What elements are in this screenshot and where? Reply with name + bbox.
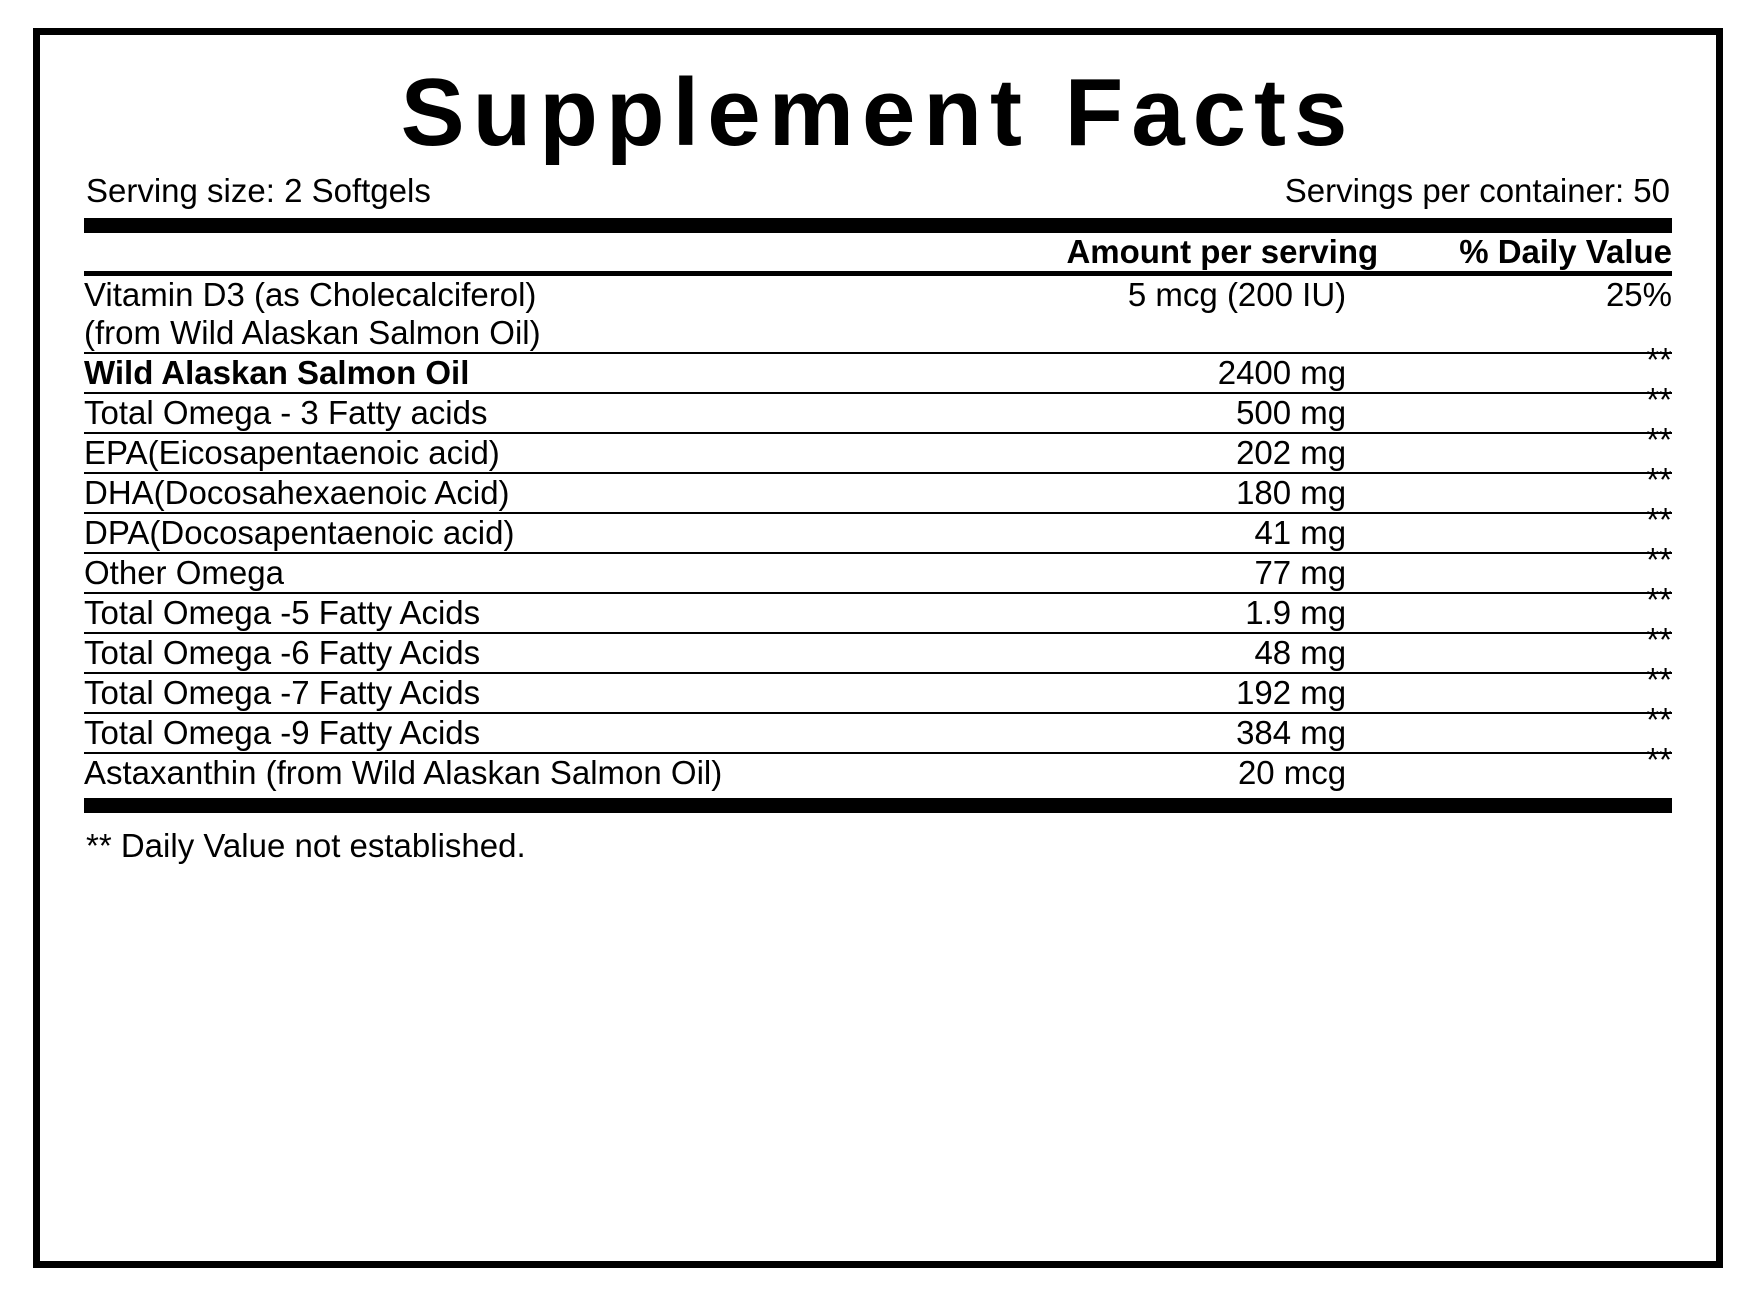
row-name-total-omega-5: Total Omega -5 Fatty Acids <box>84 593 973 633</box>
table-row <box>84 393 1672 433</box>
dv-stars: ** <box>1646 420 1672 458</box>
row-name-total-omega-6: Total Omega -6 Fatty Acids <box>84 633 973 673</box>
table-row <box>84 513 1672 553</box>
page-title: Supplement Facts <box>400 59 1356 166</box>
row-name-dha: DHA(Docosahexaenoic Acid) <box>84 473 973 513</box>
table-header-row <box>84 233 1672 271</box>
row-amount-total-omega-6: 48 mg <box>973 633 1386 673</box>
table-row <box>84 433 1672 473</box>
row-amount-astaxanthin: 20 mcg <box>973 753 1386 792</box>
row-dv-total-omega-7 <box>1386 660 1672 713</box>
table-row <box>84 633 1672 673</box>
row-name-vitamin-d3 <box>84 276 973 353</box>
dv-stars: ** <box>1646 660 1672 698</box>
table-row <box>84 473 1672 513</box>
dv-stars: ** <box>1646 700 1672 738</box>
row-amount-total-omega-5: 1.9 mg <box>973 593 1386 633</box>
row-name-total-omega-7: Total Omega -7 Fatty Acids <box>84 673 973 713</box>
row-name-total-omega-9: Total Omega -9 Fatty Acids <box>84 713 973 753</box>
table-row <box>84 593 1672 633</box>
row-amount-other-omega: 77 mg <box>973 553 1386 593</box>
row-amount-total-omega-7: 192 mg <box>973 673 1386 713</box>
row-amount-total-omega-3: 500 mg <box>973 393 1386 433</box>
row-amount-dha: 180 mg <box>973 473 1386 513</box>
table-row <box>84 753 1672 792</box>
serving-size-text: Serving size: 2 Softgels <box>86 171 431 209</box>
supplement-facts-content <box>84 59 1672 1241</box>
row-amount-dpa: 41 mg <box>973 513 1386 553</box>
footnote-daily-value: ** Daily Value not established. <box>86 826 526 864</box>
row-dv-total-omega-3 <box>1386 380 1672 433</box>
row-dv-astaxanthin <box>1386 740 1672 792</box>
row-name-line1: Vitamin D3 (as Cholecalciferol) <box>84 275 537 313</box>
nutrition-table <box>84 233 1672 271</box>
row-amount-vitamin-d3: 5 mcg (200 IU) <box>1127 275 1347 313</box>
row-name-astaxanthin: Astaxanthin (from Wild Alaskan Salmon Oil) <box>84 753 973 792</box>
row-dv-vitamin-d3: 25% <box>1605 275 1672 313</box>
dv-stars: ** <box>1646 340 1672 378</box>
row-name-line2: (from Wild Alaskan Salmon Oil) <box>84 313 541 351</box>
row-dv-total-omega-6 <box>1386 620 1672 673</box>
row-name-epa: EPA(Eicosapentaenoic acid) <box>84 433 973 473</box>
row-name-dpa: DPA(Docosapentaenoic acid) <box>84 513 973 553</box>
row-dv-total-omega-9 <box>1386 700 1672 753</box>
divider-thick-bottom <box>84 798 1672 813</box>
row-dv-epa <box>1386 420 1672 473</box>
row-amount-total-omega-9: 384 mg <box>973 713 1386 753</box>
table-row <box>84 713 1672 753</box>
servings-per-container-text: Servings per container: 50 <box>1284 171 1670 209</box>
row-dv-dha <box>1386 460 1672 513</box>
supplement-facts-panel <box>33 28 1723 1268</box>
row-name-salmon-oil: Wild Alaskan Salmon Oil <box>84 353 973 393</box>
row-dv-other-omega <box>1386 540 1672 593</box>
dv-stars: ** <box>1646 380 1672 418</box>
dv-stars: ** <box>1646 500 1672 538</box>
divider-thick-top <box>84 218 1672 233</box>
table-row <box>84 553 1672 593</box>
dv-stars: ** <box>1646 540 1672 578</box>
row-dv-dpa <box>1386 500 1672 553</box>
header-amount-per-serving: Amount per serving <box>1066 232 1379 270</box>
table-row <box>84 673 1672 713</box>
row-name-total-omega-3: Total Omega - 3 Fatty acids <box>84 393 973 433</box>
dv-stars: ** <box>1646 620 1672 658</box>
row-amount-salmon-oil: 2400 mg <box>973 353 1386 393</box>
dv-stars: ** <box>1646 460 1672 498</box>
spacer <box>84 792 1672 796</box>
row-name-other-omega: Other Omega <box>84 553 973 593</box>
header-nutrient <box>84 233 973 271</box>
row-dv-total-omega-5 <box>1386 580 1672 633</box>
row-dv-salmon-oil <box>1386 340 1672 393</box>
dv-stars: ** <box>1646 580 1672 618</box>
header-daily-value: % Daily Value <box>1459 232 1672 270</box>
table-row <box>84 276 1672 353</box>
nutrition-rows <box>84 276 1672 792</box>
serving-info-row <box>84 166 1672 216</box>
dv-stars: ** <box>1646 740 1672 778</box>
table-row <box>84 353 1672 393</box>
row-amount-epa: 202 mg <box>973 433 1386 473</box>
